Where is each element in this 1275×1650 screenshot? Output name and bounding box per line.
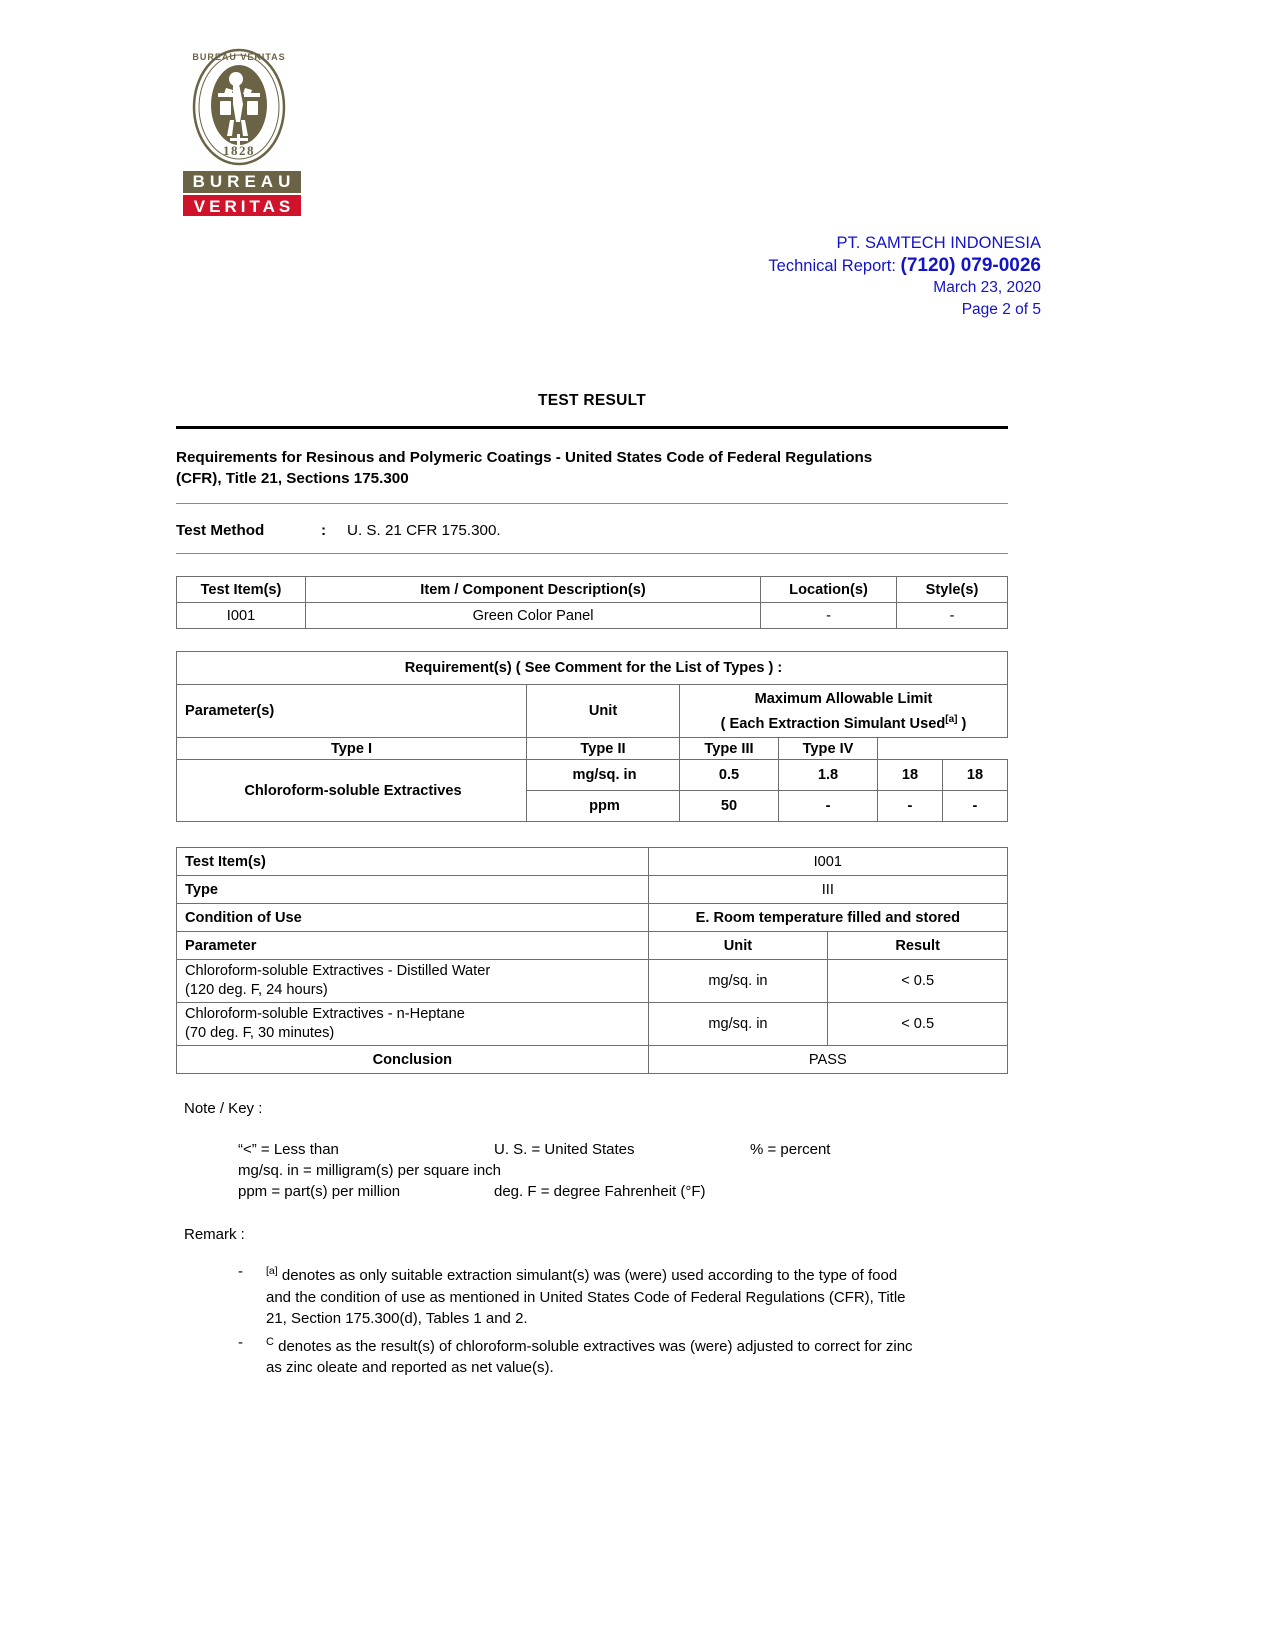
label-conclusion: Conclusion xyxy=(177,1046,649,1074)
page-title: TEST RESULT xyxy=(537,392,647,409)
col-header-parameter: Parameter xyxy=(177,932,649,960)
cell-unit-ppm: ppm xyxy=(527,791,680,822)
remark-list xyxy=(238,1261,1008,1379)
result-data-row xyxy=(177,1003,1008,1046)
result-row-type xyxy=(177,876,1008,904)
col-header-test-items: Test Item(s) xyxy=(177,577,306,603)
remark-footnote-marker-a: [a] xyxy=(266,1265,278,1277)
result-row-test-items xyxy=(177,848,1008,876)
cell-result-value-1: < 0.5 xyxy=(828,960,1008,1003)
col-header-unit: Unit xyxy=(527,685,680,738)
requirements-type-header-row xyxy=(177,738,1008,760)
cell-result-value-2: < 0.5 xyxy=(828,1003,1008,1046)
remark-1-line3: 21, Section 175.300(d), Tables 1 and 2. xyxy=(266,1310,528,1327)
cell-result-parameter-1 xyxy=(177,960,649,1003)
remark-2-line2: as zinc oleate and reported as net value(s). xyxy=(266,1359,554,1376)
header-report-number: (7120) 079-0026 xyxy=(900,254,1041,276)
header-report-label: Technical Report: xyxy=(768,256,896,275)
note-key-section xyxy=(176,1100,1008,1202)
svg-text:BUREAU VERITAS: BUREAU VERITAS xyxy=(192,52,286,62)
remark-section xyxy=(176,1226,1008,1379)
col-header-type-iv: Type IV xyxy=(779,738,878,760)
note-key-row xyxy=(238,1181,1008,1202)
svg-text:1828: 1828 xyxy=(223,143,255,158)
document-content xyxy=(176,0,1008,1381)
header-page-number: Page 2 of 5 xyxy=(961,300,1041,318)
note-key-2-col1: mg/sq. in = milligram(s) per square inch xyxy=(238,1162,502,1179)
value-test-items: I001 xyxy=(648,848,1007,876)
remark-bullet-dash: - xyxy=(238,1263,243,1280)
test-result-table xyxy=(176,847,1008,1074)
col-header-type-ii: Type II xyxy=(527,738,680,760)
cell-location: - xyxy=(761,603,897,629)
label-test-items: Test Item(s) xyxy=(177,848,649,876)
value-condition-of-use: E. Room temperature filled and stored xyxy=(648,904,1007,932)
note-key-1-col2: U. S. = United States xyxy=(494,1141,635,1158)
note-key-3-col1: ppm = part(s) per million xyxy=(238,1183,401,1200)
requirement-heading-line1: Requirements for Resinous and Polymeric Coatings - United States Code of Federal Regulations xyxy=(176,449,873,466)
result-data-row xyxy=(177,960,1008,1003)
note-key-list xyxy=(238,1139,1008,1202)
col-header-result: Result xyxy=(828,932,1008,960)
table-header-row xyxy=(177,577,1008,603)
result-row-condition xyxy=(177,904,1008,932)
cell-style: - xyxy=(897,603,1008,629)
col-header-parameters: Parameter(s) xyxy=(177,685,527,738)
note-key-1-col3: % = percent xyxy=(750,1141,831,1158)
remark-item-text-1 xyxy=(266,1261,1008,1330)
header-company-name: PT. SAMTECH INDONESIA xyxy=(836,234,1041,252)
result-parameter-1-line1: Chloroform-soluble Extractives - Distilled Water xyxy=(185,963,491,979)
cell-result-unit-2: mg/sq. in xyxy=(648,1003,828,1046)
cell-result-parameter-2 xyxy=(177,1003,649,1046)
result-parameter-2-line2: (70 deg. F, 30 minutes) xyxy=(185,1025,335,1041)
limit-header-line2 xyxy=(680,711,1008,738)
cell-limit-type-iv-ppm: - xyxy=(942,791,1007,822)
test-method-value: U. S. 21 CFR 175.300. xyxy=(347,522,501,539)
cell-limit-type-iii-mg: 18 xyxy=(878,760,943,791)
requirement-heading-line2: (CFR), Title 21, Sections 175.300 xyxy=(176,470,409,487)
title-divider xyxy=(176,426,1008,429)
note-key-row xyxy=(238,1160,1008,1181)
cell-limit-type-iii-ppm: - xyxy=(878,791,943,822)
label-type: Type xyxy=(177,876,649,904)
cell-limit-type-i-mg: 0.5 xyxy=(680,760,779,791)
limit-header-line2-post: ) xyxy=(957,715,967,732)
result-parameter-1-line2: (120 deg. F, 24 hours) xyxy=(185,982,328,998)
result-parameter-2-line1: Chloroform-soluble Extractives - n-Heptane xyxy=(185,1006,465,1022)
value-conclusion: PASS xyxy=(648,1046,1007,1074)
logo-wordmark-top: BUREAU xyxy=(183,171,301,193)
cell-unit-mg: mg/sq. in xyxy=(527,760,680,791)
remark-1-line2: and the condition of use as mentioned in United States Code of Federal Regulations (CFR), Title xyxy=(266,1288,906,1306)
note-key-row xyxy=(238,1139,1008,1160)
remark-item xyxy=(238,1332,1008,1379)
cell-limit-type-ii-mg: 1.8 xyxy=(779,760,878,791)
cell-item-description: Green Color Panel xyxy=(306,603,761,629)
requirements-table xyxy=(176,651,1008,822)
col-header-styles: Style(s) xyxy=(897,577,1008,603)
remark-footnote-marker-c: C xyxy=(266,1335,274,1348)
table-row xyxy=(177,603,1008,629)
remark-item-text-2 xyxy=(266,1332,1008,1379)
test-items-table xyxy=(176,576,1008,629)
remark-2-line1: denotes as the result(s) of chloroform-soluble extractives was (were) adjusted to correct for zinc xyxy=(273,1337,913,1355)
remark-1-line1: denotes as only suitable extraction simulant(s) was (were) used according to the type of food xyxy=(277,1267,898,1284)
requirements-title: Requirement(s) ( See Comment for the List of Types ) : xyxy=(177,652,1008,685)
remark-item xyxy=(238,1261,1008,1330)
col-header-type-i: Type I xyxy=(177,738,527,760)
cell-test-item: I001 xyxy=(177,603,306,629)
cell-result-unit-1: mg/sq. in xyxy=(648,960,828,1003)
remark-bullet-dash: - xyxy=(238,1333,243,1351)
note-key-1-col1: “<” = Less than xyxy=(238,1141,339,1158)
requirements-title-row xyxy=(177,652,1008,685)
limit-header-line2-pre: ( Each Extraction Simulant Used xyxy=(720,715,946,732)
result-conclusion-row xyxy=(177,1046,1008,1074)
note-key-3-col2: deg. F = degree Fahrenheit (°F) xyxy=(494,1183,706,1200)
requirement-heading xyxy=(176,447,1008,489)
test-method-row xyxy=(176,522,1008,539)
note-key-title: Note / Key : xyxy=(184,1100,263,1117)
remark-title: Remark : xyxy=(184,1226,245,1243)
result-header-row xyxy=(177,932,1008,960)
logo-wordmark-bottom: VERITAS xyxy=(183,193,301,216)
cell-limit-type-iv-mg: 18 xyxy=(942,760,1007,791)
col-header-item-description: Item / Component Description(s) xyxy=(306,577,761,603)
col-header-max-allowable-limit xyxy=(680,685,1008,712)
limit-header-footnote-marker: [a] xyxy=(945,714,958,726)
cell-limit-type-i-ppm: 50 xyxy=(680,791,779,822)
test-method-label: Test Method xyxy=(176,522,265,539)
header-date: March 23, 2020 xyxy=(933,279,1041,296)
test-method-divider xyxy=(176,553,1008,554)
col-header-locations: Location(s) xyxy=(761,577,897,603)
cell-parameter-name: Chloroform-soluble Extractives xyxy=(177,760,527,822)
cell-limit-type-ii-ppm: - xyxy=(779,791,878,822)
requirements-header-row-1 xyxy=(177,685,1008,712)
label-condition-of-use: Condition of Use xyxy=(177,904,649,932)
heading-divider xyxy=(176,503,1008,504)
col-header-result-unit: Unit xyxy=(648,932,828,960)
test-method-colon: : xyxy=(321,522,327,539)
requirements-value-row-mg xyxy=(177,760,1008,791)
value-type: III xyxy=(648,876,1007,904)
col-header-type-iii: Type III xyxy=(680,738,779,760)
limit-header-line1: Maximum Allowable Limit xyxy=(754,691,933,707)
